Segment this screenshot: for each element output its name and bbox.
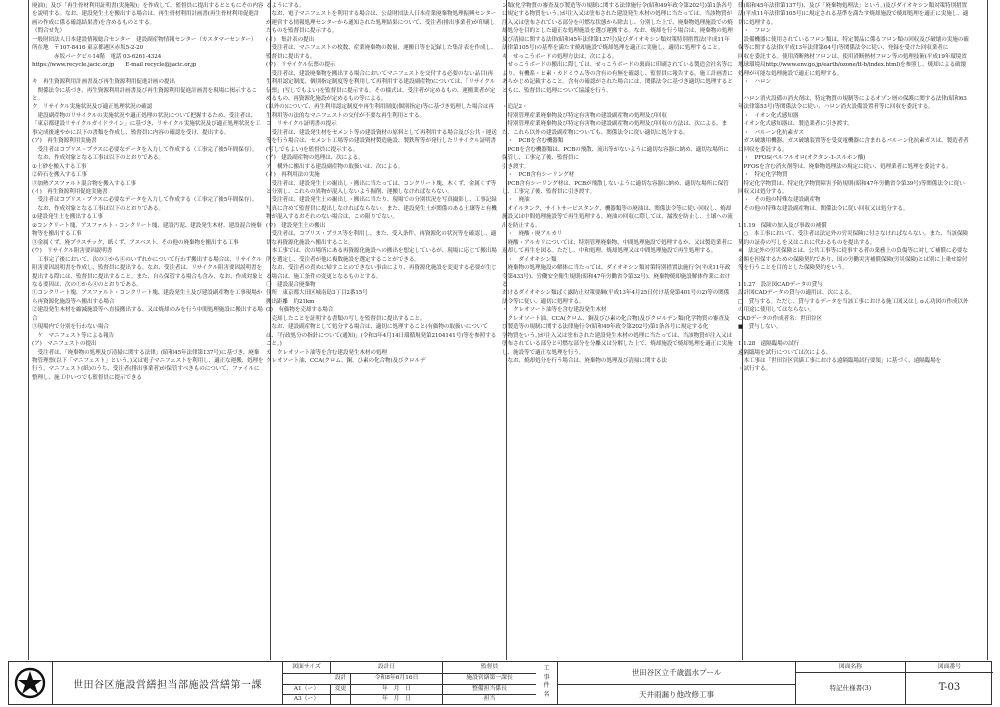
number-label: 図面番号 <box>906 662 993 673</box>
number-value: T-03 <box>938 682 961 693</box>
office-name: 世田谷区施設営繕担当部施設営繕第一課 <box>53 662 283 704</box>
facility-name: 世田谷区立千歳温水プール <box>558 662 795 685</box>
drawing-title <box>796 662 906 704</box>
supervisor-label: 監督員 <box>480 664 499 670</box>
design-date: 令和8年6月16日 <box>351 673 443 684</box>
size-a1: A1（ー） <box>283 684 331 695</box>
title-block <box>8 661 992 705</box>
grid-row <box>283 694 536 705</box>
design-label: 設計日 <box>331 662 443 673</box>
logo-cell <box>9 662 53 704</box>
spec-column-3: ン類(化学物質の審査及び製造等の規制に関する法律施行令(昭和49年政令第202号)第1条各号に規定する物質をいう。)が注入又は塗布された建設発生木材の処理に当たっては、当該物質が注入又は塗布されている部分を可燃な状態から除去し、分別した上で、廃棄物処理施設での焼却処分を目的とした適正な処理施設を選び運搬する。なお、焼却を行う場合は、廃棄物の処理及び清掃に関する法律(昭和45年法律第137号)及びダイオキシン類対策特別措置法(平成11年法律第105号)の基準を満たす焼却施設で焼却処理を適正に実施し、適切に処理すること。 キ せっこうボードの処理方法は、次による。 せっこうボードの搬出に際しては、せっこうボードの裏面に印刷されている製造会社名等により、有機系・ヒ素・カドミウム等の含有の有無を確認し、監督員に報告する。施工計画書にあらかじめ記載すること。含有の確認がされた場合には、関係法令に基づき適切に処理するとともに、監督員に処理について協議を行う。 ・追記2・ 特別管理産業廃棄物及び特定有害物の建設副産物の処理及び回収 特別管理産業廃棄物及び特定有害物の建設副産物の処理及び回収の方法は、次による。また、これら以外の建設副産物についても、関係法令に従い適切に処分する。 ・ PCBを含む機器類 PCBを含む機器類は、PCBの飛散、流出等がないように適切な容器に納め、適切な場所に保管し、工事完了後、監督員に 引き渡す。 ・ PCB含有シーリング材 PCB含有シーリング材は、PCBが飛散しないように適切な容器に納め、適切な場所に保管し、工事完了後、監督員に引き渡す。 ・ 廃油 オイルタンク、サイトサービスタンク、機器類等の廃油は、関係法令等に従い回収し、焼却施設又は中間処理施設等で再生処理する。廃油の回収に際しては、漏洩を防止し、土壌への流出を防止する。 ・ 廃酸・廃アルカリ 廃酸・アルカリについては、特別管理廃棄物、中間処理施設で処理するか、又は製造業者に返却して再生を図る。ただし、中和処理、焼却処理又は中間処理施設で再生処理する。 ・ ダイオキシン類 廃棄物の処理施設の解体に当たっては、ダイオキシン類対策特別措置法施行令(平成11年政令第433号)、労働安全衛生規則(昭和47年労働省令第32号)、廃棄物焼却施設解体作業における おけるダイオキシン類ばく露防止対策要綱(平成13年4月25日付け基発第401号の2)等の関係法令等に従い、適切に処理する。 ・ クレオソート油等を含む建設発生木材 クレオソート油、CCA(クロム、銅及びひ素の化合物)及びクロルデン類(化学物質の審査及び製造等の規制に関する法律施行令(昭和49年政令第202号)第1条各号に規定する化 学物質をいう。)が注入又は塗布された建設発生木材の処理に当たっては、当該物質が注入又は塗布されている部分と可燃な部分を分離又は分解した上で、焼却施設で焼却処理を適正に実施し、施設等で適正な処理を行う。 なお、焼却処分を行う場合は、廃棄物の処理及び清掃に関する法 <box>502 3 733 365</box>
size-a3: A3（ー） <box>283 694 331 705</box>
supervisor-row: 担当 <box>483 696 496 703</box>
design-prefix: 設計 <box>331 673 351 684</box>
emblem-icon <box>9 662 51 704</box>
drawing-name: 特記仕様書(3) <box>829 684 872 692</box>
project-name <box>558 662 796 704</box>
spec-column-4: 律(昭和45年法律第137号)、及び「廃棄物処理法」という。)及びダイオキシン類対策特別措置法(平成11年法律第105号)に規定される基準を満たす焼却施設で焼却処理を適正に実施し、適切に処理する。 ・ フロン 設備機器に使用されているフロン類は、特定製品に係るフロン類の回収及び破壊の実施の確保等に関する法律(平成13年法律第64号)等関係法令に従い、登録を受けた回収業者に 回収を委託する。使用済断熱材フロンは、使用済断熱材フロン等の処理技術(平成19年環境省地球環境局http://www.env.go.jp/earth/ozone/tt-b/index.html)を参照し、焼却による破壊処理が可能な処理施設で適正に処理する。 ・ ハロン ハロン消火設備の消火剤は、特定物質の規制等によるオゾン層の保護に関する法律(昭和63年法律第53号)等関係法令に従い、ハロン消火設備設置者等に回収を委託する。 ・ イオン化式感知器 イオン化式感知器は、製造業者に引き渡す。 ・ バルーン化抗素ガス ガス破壊用機器、ガス破壊装置等を受変電機器に含まれるバルーン化抗素ガスは、製造者者に回収を委託する。 ・ PFOS(ペルフルオロ(オクタン-1-スルホン酸) PFOSを含む消火剤等は、廃棄物処理法の規定に従い、処理業者に処理を委託する。 ・ 特定化学物質 特定化学物質は、特定化学物質障害予防規則(昭和47年労働省令第39号)等関係法令に従い回収又は処分する。 ・ その他の特殊な建設副産物 その他の特殊な建設副産物は、関係法令に従い回収又は処分する。 1.1.19 保険の加入及び事故の補償 ○ 本工事において、受注者は法定外の労災保険に付さなければならない。また、当該保険契約の証券の写しを又はこれに代わるものを提出する。 ※ 法定外の労災保険とは、公共工事等に従事する者の業務上の負傷等に対して補償に必要な金額を担保するための保険契約であり、国の労働災害補償保険(労災保険)とは別に上乗せ給付等を行うことを目的とした保険契約をいう。 1.1.27 設計図CADデータの貸与 設計図CADデータの貸与の適用は、次による。 □ 貸与する。ただし、貸与するデータを当該工事における施工図又はしゅん功図の作成以外の用途に使用してはならない。 CADデータの作成者名：世田谷区 ■ 貸与しない。 1.1.28 遠隔臨場の試行 遠隔臨場を試行については次による。 本工事は「世田谷区営繕工事における遠隔臨場試行要領」に基づく、遠隔臨場を ・試行する。 <box>738 3 969 373</box>
spec-column-2: るようにする。 なお、電子マニフェストを利用する場合は、公益財団法人日本産業廃棄物処理振興センターが運営する情報処理センターから通知された処理結果について、受注者(排出事業者)が印刷したものを監督員に提示する。 (イ) 集計表の提出 受注者は、マニフェストの枚数、産業廃棄物の数量、運搬日等を記録した集計表を作成し、監督員に提出する。 (ウ) リサイクル伝票の提示 受注者は、建設廃棄物を搬出する場合においてマニフェストを交付する必要のない品目(再生利用認定制度、個別指定制度等を利用して再利用する建設副産物)については、「リサイクル伝票」(写しでもよい)を監督員に提示する。その様式は、受注者が定めるもの、運搬業者が定めるもの、再資源化施設が定めるもの等による。 (以外の)について、再生利用認定制度や再生利用制度(個別指定)等に基づき処理した場合は再生利用等の法的なマニフェストの交付が不要な再生利用とする。 コ リサイクル証明書の提示 受注者は、建設発生材をセメント等の建設資材の原料として再利用する場合及び公共・運送等を行う場合は、セメント工場等の建設資材製造施設、製鉄所等が発行したリサイクル証明書(写しでもよい)を監督員に提示する。 (ア) 建設副産物の処理は、次による。 ア 構外に搬出する建設副産物の取扱いは、次による。 (イ) 再利用法の実施 受注者は、建設発生土の掘出し・搬出に当たっては、コンクリート塊、木くず、金属くず等と分別し、これらの異物が混入しないよう掘削、運搬しなければならない。 受注者は、建設発生土の掘出し・搬出に当たり、現場での分別状況を写真撮影し、工事記録写真に含めて監督員に提出しなければならない。また、建設発生土が関係のある土壌等と有機物が混入するおそれのない場合は、この限りでない。 (ウ) 建設発生土の搬出 受注者は、コブリス・プラス等を利用し、また、受入条件、再資源化の状況等を確認し、適切な再資源化施設へ搬出すること。 本工事では、次の場所にある再資源化施設への搬出を想定しているが、現場に応じて搬出場所を選定し、受注者が他に複数施設を選定することができる。 なお、受注者の責めに帰すことのできない事由により、再資源化施設を変更する必要が生じる場合は、施工条件の変更となるものとする。 〇 建設混合廃棄物 住所 東京都大田区城南島3丁目2番15号 搬出距離 約21km (ｴ) 有価物を売却する場合 売却したことを証明する書類の写しを監督員に提出すること。 なお、建設副産物として処分する場合は、適切に処理すること(有価物の取扱いについては、「行政処分の指針について(通知)」(令和3年4月14日環循規発第2104141号)等を参照すること。) カ クレオソート油等を含む建設発生木材の処理 クレオソート油、CCA(クロム、銅、ひ素の化合物)及びクロルデ <box>266 3 497 365</box>
project-label: 工 事 件 名 <box>536 662 558 704</box>
change-prefix: 変更 <box>331 684 351 695</box>
drawing-number <box>906 662 993 704</box>
change-date: 年 月 日 <box>351 694 443 705</box>
supervisor-row: 施設営繕第一課長 <box>466 674 513 681</box>
change-prefix-blank <box>331 694 351 705</box>
spec-column-1: 廃油)」及び「再生骨材利用証明書(実施報)」を作成して、監督員に提出するとともにその内容を説明する。なお、建設発生土を搬出する場合は、再生骨材利用計画書(再生骨材利用促進計画の作成に係る確認結果書)を含めるものとする。 （問合せ先） 一般財団法人日本建設情報総合センター 建設副産物情報センター（カスタマーセンター） 所在地 〒107-8416 東京都港区赤坂5-2-20 赤坂パークビル14階 電話 03-6261-4324 https://www.recycle.jacic.or.jp E-mail recycle@jacic.or.jp キ 再生資源利用計画書及び再生資源利用促進計画の提出 関係法令に基づき、再生資源利用計画書及び再生資源利用促進計画書を現場に掲示すること。 ク リサイクル実施状況及び適正処理状況の確認 建設副産物のリサイクルの実施状況や適正処理の状況について把握するため、受注者は、「東京都建設リサイクルガイドライン」に基づき、リサイクル実施状況及び適正処理状況を工事完成後速やかに以下の書類を作成し、監督員に内容の確認を受け、提出する。 (ア) 再生資源利用実施書 受注者はコブリス・プラスに必要なデータを入力して作成する（工事完了後5年間保存）。 なお、作成対象となる工事は以下のとおりである。 ①土砂を搬入する工事 ②砕石を搬入する工事 ③加熱アスファルト混合物を搬入する工事 (イ) 再生資源利用促進実施書 受注者はコブリス・プラスに必要なデータを入力して作成する（工事完了後5年間保存）。 なお、作成対象となる工事は以下のとおりである。 ①建設発生土を搬出する工事 ②コンクリート塊、アスファルト・コンクリート塊、建設汚泥、建設発生木材、建設混合廃棄物等を搬出する工事 ③金属くず、廃プラスチック、紙くず、アスベスト、その他の廃棄物を搬出する工事 (ウ) リサイクル阻害要因説明書 工事完了後において、次の①から④のいずれかについて行わず搬出する場合は、リサイクル阻害要因説明書を作成し、監督員に提出する。なお、受注者は、リサイクル阻害要因説明書を提出する際には、監督員に提出すること。また、自ら保管する場合も含み、なお、作成対象となる要因は、次の①から④のとおりである。 ①コンクリート塊、アスファルト・コンクリート塊、建設発生土及び建設副産物を工事現場から再資源化施設等へ搬出する場合 ②建設発生木材を縮減施設等へ直接搬出する、又は焼却のみを行う中間処理施設に搬出する場合 ③現場内で分別を行わない場合 ケ マニフェスト等による報告 (ア) マニフェストの提出 受注者は、「廃棄物の処理及び清掃に関する法律」(昭和45年法律第137号)に基づき、廃棄物管理票(以下「マニフェスト」という。)又は電子マニフェストを利用し、適正な運搬、処理を行う。マニフェスト(紙)のうち、受注者(排出事業者)が保管すべきものについて、ファイルに整理し、施工中いつでも監督員に提示できる <box>32 3 264 381</box>
drawing-label: 図面名称 <box>796 662 905 673</box>
work-name: 天井雨漏り他改修工事 <box>639 690 714 699</box>
approval-grid <box>283 662 536 705</box>
change-date: 年 月 日 <box>351 684 443 695</box>
supervisor-row: 整備担当係長 <box>472 685 507 692</box>
size-blank <box>283 673 331 684</box>
size-label: 図面サイズ <box>283 662 331 673</box>
